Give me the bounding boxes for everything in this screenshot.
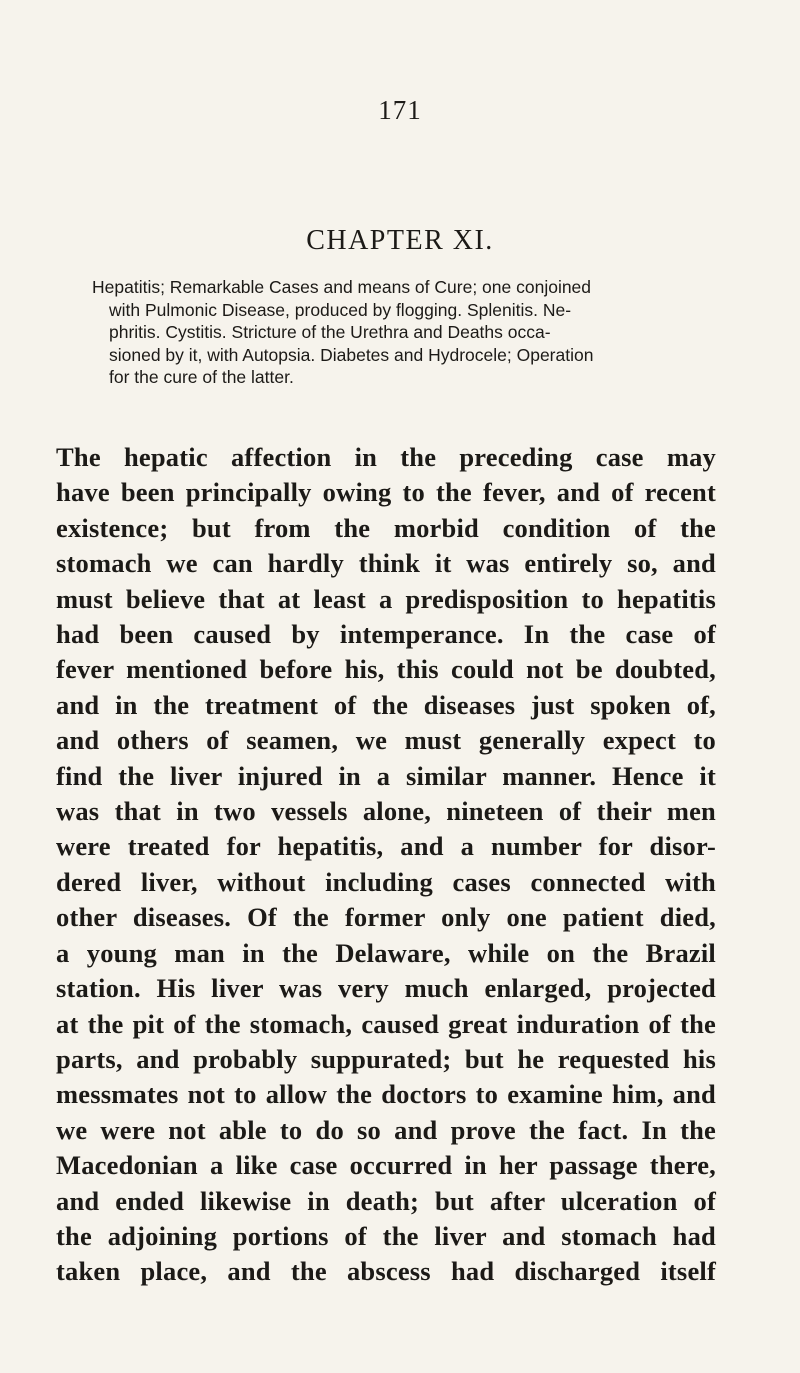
body-line: station. His liver was very much enlarged, projected (56, 973, 716, 1004)
body-line: dered liver, without including cases connected with (56, 866, 716, 897)
body-line: find the liver injured in a similar manner. Hence it (56, 760, 716, 791)
chapter-synopsis (92, 276, 712, 389)
body-line: Macedonian a like case occurred in her passage there, (56, 1150, 716, 1181)
body-line: at the pit of the stomach, caused great induration of the (56, 1008, 716, 1039)
synopsis-line: phritis. Cystitis. Stricture of the Urethra and Deaths occa- (109, 322, 551, 342)
body-line: a young man in the Delaware, while on the Brazil (56, 937, 716, 968)
body-line: parts, and probably suppurated; but he requested his (56, 1043, 716, 1074)
body-line: fever mentioned before his, this could not be doubted, (56, 654, 716, 685)
synopsis-line: with Pulmonic Disease, produced by flogging. Splenitis. Ne- (109, 299, 572, 320)
body-line: The hepatic affection in the preceding case may (56, 442, 716, 472)
synopsis-line: Hepatitis; Remarkable Cases and means of Cure; one conjoined (92, 277, 592, 297)
body-line: existence; but from the morbid condition of the (56, 512, 716, 543)
body-line: taken place, and the abscess had discharged itself (56, 1256, 716, 1287)
body-line: and in the treatment of the diseases just spoken of, (56, 689, 716, 720)
body-line: we were not able to do so and prove the fact. In the (56, 1114, 716, 1145)
body-line: and others of seamen, we must generally expect to (56, 725, 716, 756)
chapter-title: CHAPTER XI. (306, 225, 494, 256)
body-line: had been caused by intemperance. In the case of (56, 619, 716, 650)
body-paragraph (56, 440, 716, 1290)
body-line: stomach we can hardly think it was entirely so, and (56, 548, 716, 579)
body-line: were treated for hepatitis, and a number for disor- (56, 831, 716, 862)
body-line: have been principally owing to the fever, and of recent (56, 477, 716, 508)
body-line: the adjoining portions of the liver and stomach had (56, 1220, 716, 1251)
synopsis-line: for the cure of the latter. (109, 367, 294, 387)
body-line: messmates not to allow the doctors to examine him, and (56, 1079, 716, 1110)
body-line: was that in two vessels alone, nineteen of their men (56, 796, 716, 827)
body-line: must believe that at least a predisposition to hepatitis (56, 583, 716, 614)
body-line: and ended likewise in death; but after ulceration of (56, 1185, 716, 1216)
body-line: other diseases. Of the former only one patient died, (56, 902, 716, 933)
page-number: 171 (378, 95, 422, 125)
synopsis-line: sioned by it, with Autopsia. Diabetes and Hydrocele; Operation (109, 344, 594, 365)
